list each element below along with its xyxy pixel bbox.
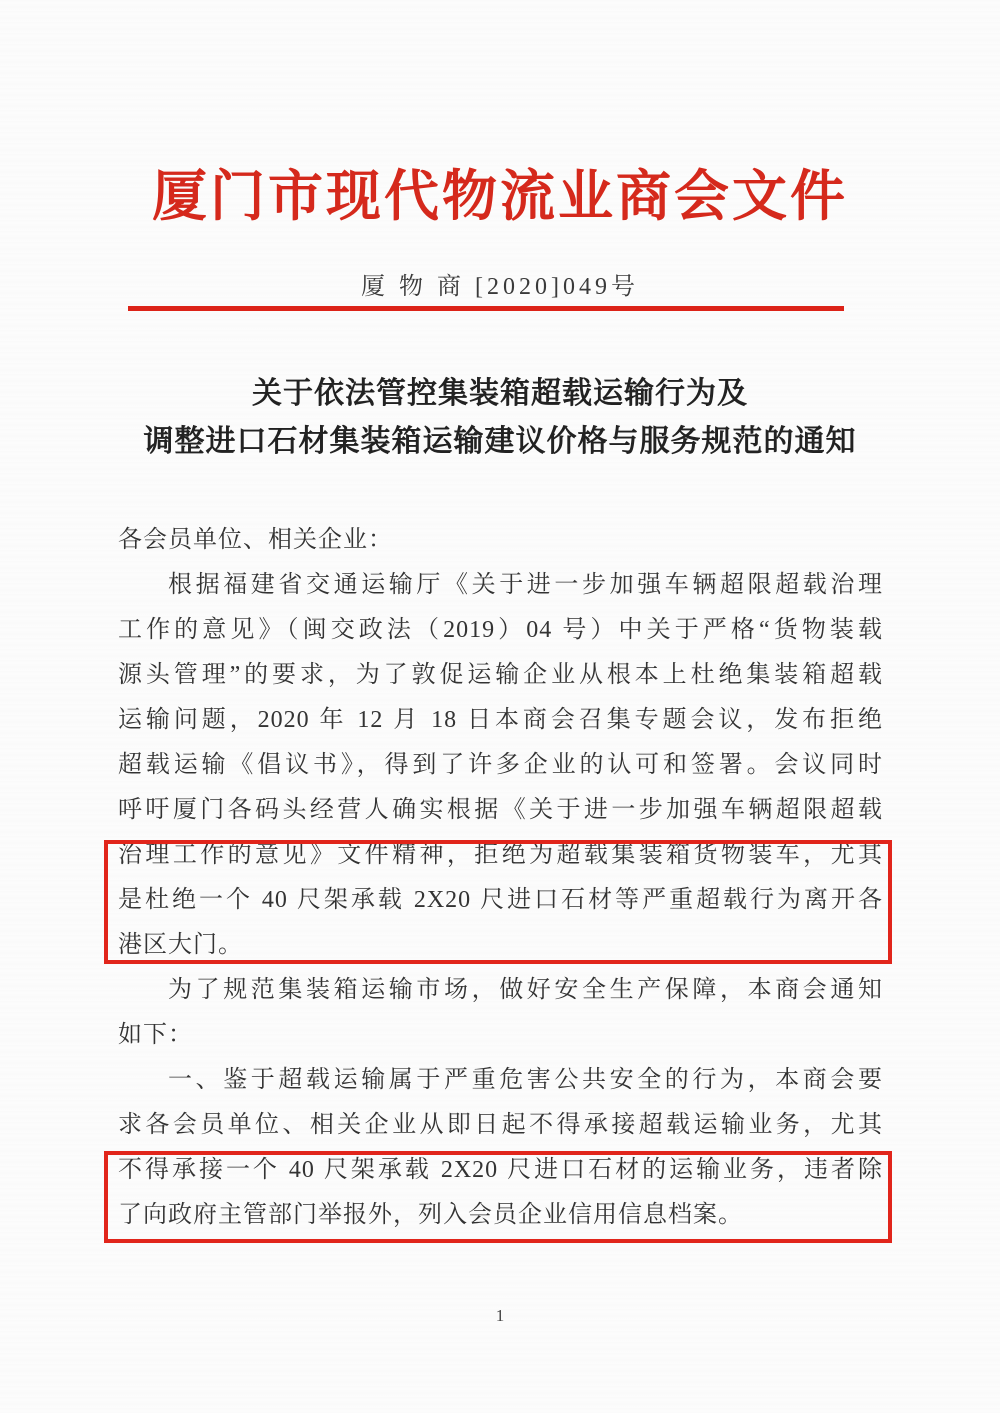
body-line-highlighted: 了向政府主管部门举报外，列入会员企业信用信息档案。 [118,1202,743,1228]
document-body [118,518,883,1238]
body-line-highlighted: 是杜绝一个 40 尺架承载 2X20 尺进口石材等严重超载行为离开各 [118,887,883,913]
body-line: 超载运输《倡议书》，得到了许多企业的认可和签署。会议同时 [118,752,883,778]
body-line: 呼吁厦门各码头经营人确实根据《关于进一步加强车辆超限超载 [118,797,883,823]
body-line-highlighted: 治理工作的意见》文件精神，拒绝为超载集装箱货物装车，尤其 [118,842,883,868]
document-title [0,370,1000,466]
document-reference-number: 厦 物 商 [2020]049号 [361,274,639,300]
body-line: 源头管理”的要求，为了敦促运输企业从根本上杜绝集装箱超载 [118,662,883,688]
body-line: 如下： [118,1022,193,1048]
body-line: 求各会员单位、相关企业从即日起不得承接超载运输业务，尤其 [118,1112,883,1138]
red-header-divider [128,306,844,311]
page-number: 1 [495,1306,505,1325]
body-line-highlighted: 港区大门。 [118,932,243,958]
organization-header-title: 厦门市现代物流业商会文件 [151,166,848,227]
body-line-highlighted: 不得承接一个 40 尺架承载 2X20 尺进口石材的运输业务，违者除 [118,1157,883,1183]
body-line-salutation: 各会员单位、相关企业： [118,527,393,553]
document-title-line-2: 调整进口石材集装箱运输建议价格与服务规范的通知 [143,425,857,458]
document-title-line-1: 关于依法管控集装箱超载运输行为及 [252,377,748,410]
body-line: 为了规范集装箱运输市场，做好安全生产保障，本商会通知 [168,977,883,1003]
body-line: 根据福建省交通运输厅《关于进一步加强车辆超限超载治理 [168,572,883,598]
body-line-item-one: 一、鉴于超载运输属于严重危害公共安全的行为，本商会要 [168,1067,883,1093]
body-line: 运输问题，2020 年 12 月 18 日本商会召集专题会议，发布拒绝 [118,707,883,733]
body-line: 工作的意见》（闽交政法（2019）04 号）中关于严格“货物装载 [118,617,883,643]
